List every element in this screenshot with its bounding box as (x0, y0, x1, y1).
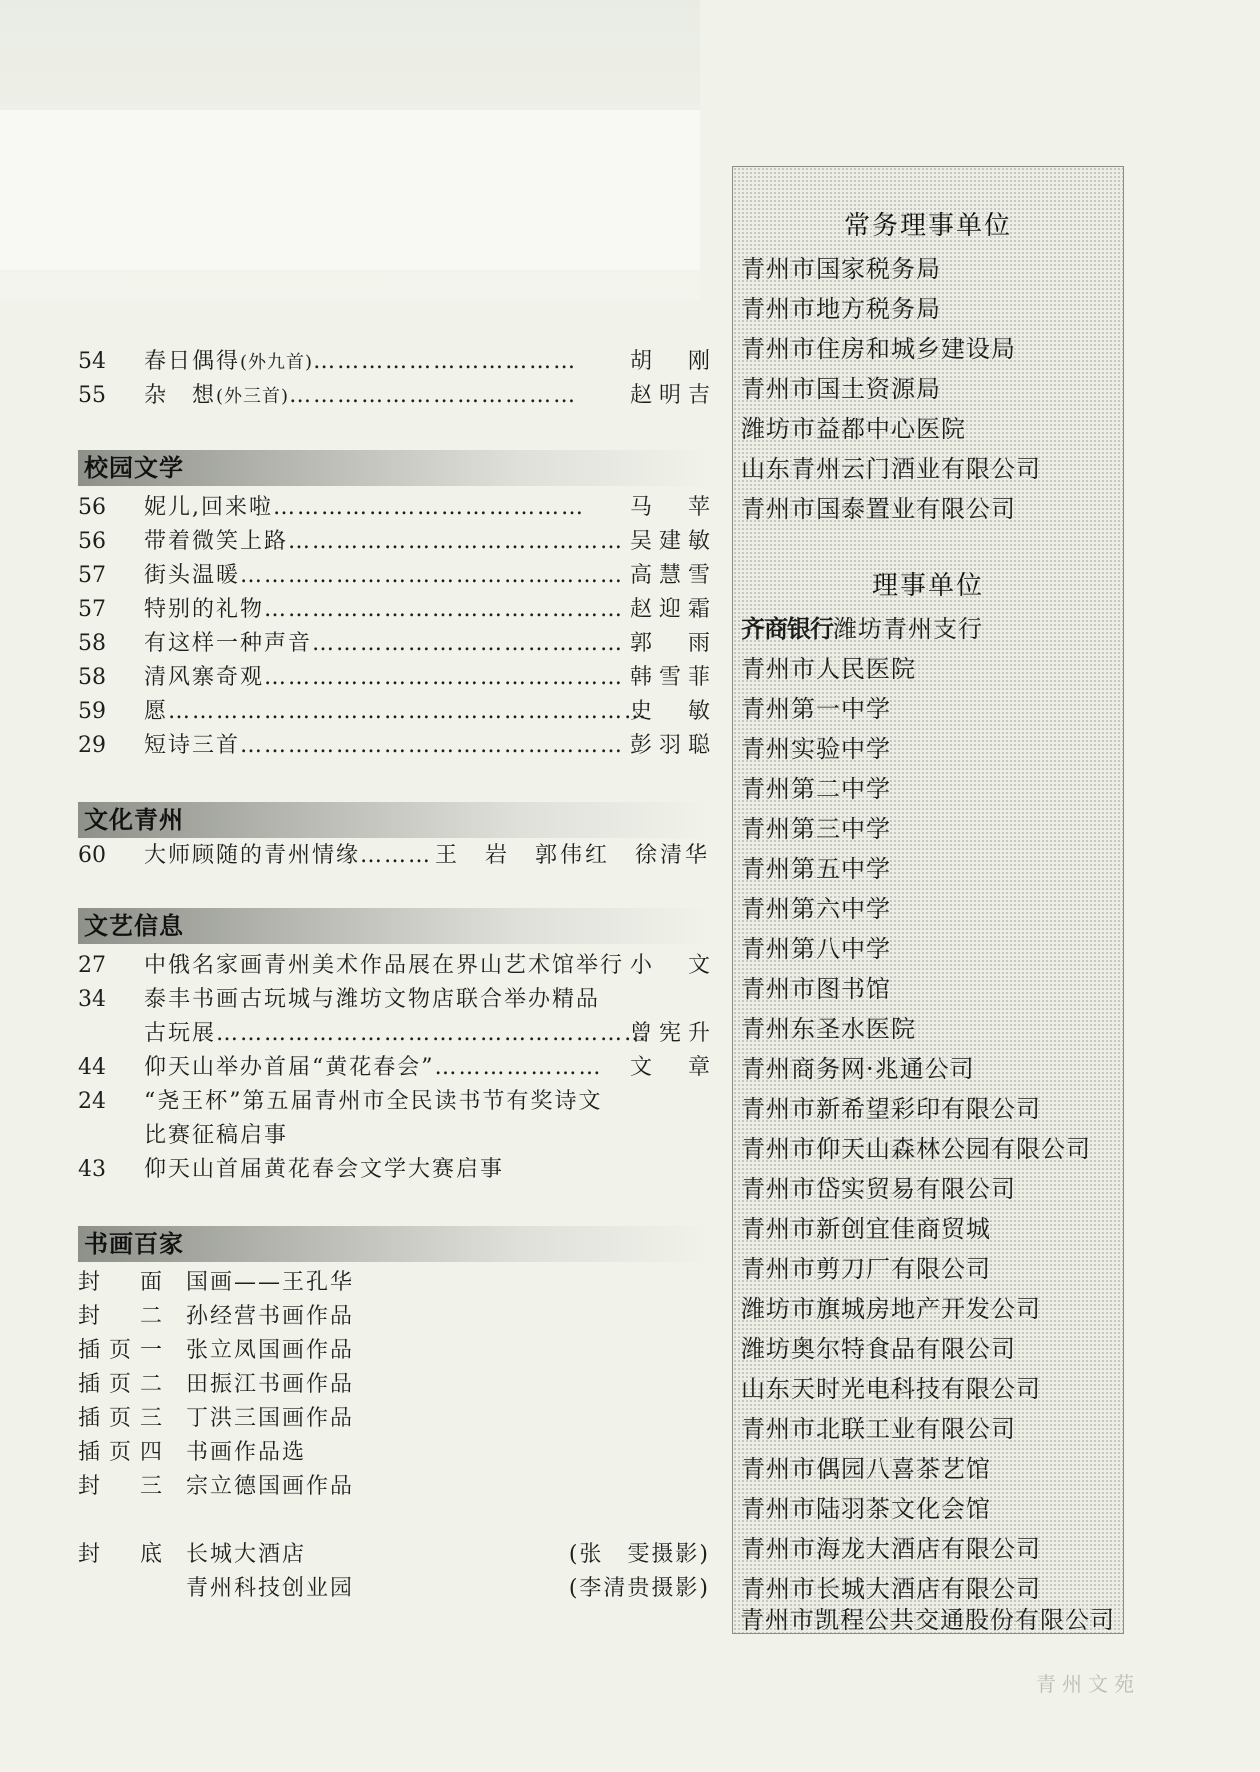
sponsor-unit: 青州市新创宜佳商贸城 (741, 1215, 991, 1243)
section-title: 文艺信息 (84, 912, 184, 940)
page-number: 56 (78, 529, 106, 554)
entry-title: 特别的礼物……………………………………… (144, 597, 625, 622)
photo-credit: (张 雯摄影) (568, 1542, 710, 1567)
page-number: 29 (78, 733, 106, 758)
cover-desc: 青州科技创业园 (186, 1576, 355, 1601)
entry-title: 有这样一种声音………………………………… (144, 631, 625, 656)
sponsor-unit: 青州实验中学 (741, 735, 891, 763)
sponsor-unit: 青州第六中学 (741, 895, 891, 923)
entry-author: 赵迎霜 (630, 597, 710, 622)
entry-author: 文 章 (630, 1055, 710, 1080)
sponsor-unit: 青州市偶园八喜茶艺馆 (741, 1455, 991, 1483)
sponsor-unit: 山东天时光电科技有限公司 (741, 1375, 1041, 1403)
toc-entry (78, 492, 710, 524)
entry-title: 带着微笑上路…………………………………… (144, 529, 625, 554)
bank-brand-logo: 齐商银行 (741, 615, 833, 643)
sponsor-unit: 山东青州云门酒业有限公司 (741, 455, 1041, 483)
cover-desc: 丁洪三国画作品 (186, 1406, 355, 1431)
section-header-campus-literature (78, 450, 710, 486)
sponsor-unit: 青州市新希望彩印有限公司 (741, 1095, 1041, 1123)
sponsor-unit: 青州市凯程公共交通股份有限公司 (740, 1606, 1115, 1634)
sponsor-unit: 青州市剪刀厂有限公司 (741, 1255, 991, 1283)
cover-label: 封 二 (78, 1304, 162, 1329)
standing-units-heading: 常务理事单位 (843, 211, 1012, 241)
page-number: 43 (78, 1157, 106, 1182)
entry-title: 清风寨奇观……………………………………… (144, 665, 625, 690)
entry-author: 小 文 (630, 953, 710, 978)
sponsor-unit: 青州第八中学 (741, 935, 891, 963)
section-title: 文化青州 (84, 806, 184, 834)
sponsor-unit: 青州市北联工业有限公司 (741, 1415, 1016, 1443)
entry-author: 吴建敏 (630, 529, 710, 554)
section-header-painting-calligraphy (78, 1226, 710, 1262)
page-number: 27 (78, 953, 106, 978)
toc-entry-continued (78, 1018, 710, 1050)
scan-shading-light (0, 110, 700, 270)
page-number: 59 (78, 699, 106, 724)
page-number: 55 (78, 383, 106, 408)
section-title: 校园文学 (84, 454, 184, 482)
toc-entry (78, 594, 710, 626)
sponsor-unit: 青州市长城大酒店有限公司 (741, 1575, 1041, 1603)
sponsor-unit: 青州市国家税务局 (741, 255, 941, 283)
entry-title: 春日偶得(外九首)…………………………… (144, 349, 578, 374)
sponsor-unit: 青州第一中学 (741, 695, 891, 723)
page-number: 24 (78, 1089, 106, 1114)
entry-author: 王 岩 郭伟红 徐清华 (434, 843, 710, 868)
toc-entry (78, 730, 710, 762)
sponsor-unit: 青州东圣水医院 (741, 1015, 916, 1043)
entry-title: 妮儿,回来啦………………………………… (144, 495, 585, 520)
entry-author: 郭 雨 (630, 631, 710, 656)
toc-entry (78, 984, 710, 1016)
page-number: 34 (78, 987, 106, 1012)
sponsor-unit: 青州市国泰置业有限公司 (741, 495, 1016, 523)
toc-entry (78, 1052, 710, 1084)
photo-credit: (李清贵摄影) (568, 1576, 710, 1601)
section-title: 书画百家 (84, 1230, 184, 1258)
entry-author: 史 敏 (630, 699, 710, 724)
toc-entry (78, 526, 710, 558)
page-number: 60 (78, 843, 106, 868)
entry-title: 街头温暖………………………………………… (144, 563, 625, 588)
cover-label: 插页三 (78, 1406, 162, 1431)
cover-label: 封 面 (78, 1270, 162, 1295)
entry-title: 泰丰书画古玩城与潍坊文物店联合举办精品 (144, 987, 601, 1012)
sponsor-unit: 潍坊市旗城房地产开发公司 (741, 1295, 1041, 1323)
cover-desc: 宗立德国画作品 (186, 1474, 355, 1499)
entry-title: 短诗三首………………………………………… (144, 733, 625, 758)
toc-entry (78, 662, 710, 694)
sponsor-unit: 青州市海龙大酒店有限公司 (741, 1535, 1041, 1563)
toc-entry (78, 346, 710, 378)
cover-label: 封 底 (78, 1542, 162, 1567)
toc-entry (78, 1086, 710, 1118)
cover-desc: 张立凤国画作品 (186, 1338, 355, 1363)
cover-label: 插页二 (78, 1372, 162, 1397)
page-number: 58 (78, 631, 106, 656)
entry-title-line2: 古玩展……………………………………………… (144, 1021, 649, 1046)
cover-desc: 国画——王孔华 (186, 1270, 355, 1295)
cover-label: 插页四 (78, 1440, 162, 1465)
page-number: 44 (78, 1055, 106, 1080)
entry-title: 杂 想(外三首)……………………………… (144, 383, 578, 408)
sponsor-unit: 青州市国土资源局 (741, 375, 941, 403)
toc-entry-continued (78, 1120, 710, 1152)
page-number: 57 (78, 563, 106, 588)
cover-desc: 书画作品选 (186, 1440, 307, 1465)
entry-title: 愿…………………………………………………… (144, 699, 649, 724)
entry-title: 仰天山举办首届“黄花春会”………………… (144, 1055, 603, 1080)
toc-entry (78, 560, 710, 592)
cover-label: 插页一 (78, 1338, 162, 1363)
cover-label: 封 三 (78, 1474, 162, 1499)
sponsor-unit: 青州市岱实贸易有限公司 (741, 1175, 1016, 1203)
entry-author: 赵明吉 (630, 383, 710, 408)
cover-desc: 孙经营书画作品 (186, 1304, 355, 1329)
page-number: 56 (78, 495, 106, 520)
entry-author: 韩雪菲 (630, 665, 710, 690)
sponsor-unit: 青州市陆羽茶文化会馆 (741, 1495, 991, 1523)
toc-entry (78, 1154, 710, 1186)
toc-entry (78, 840, 710, 872)
toc-entry (78, 628, 710, 660)
entry-title: 中俄名家画青州美术作品展在界山艺术馆举行 (144, 953, 625, 978)
section-header-arts-news (78, 908, 710, 944)
section-header-qingzhou-culture (78, 802, 710, 838)
magazine-watermark: 青州文苑 (1036, 1672, 1140, 1696)
entry-author: 曾宪升 (630, 1021, 710, 1046)
sponsor-box (732, 166, 1124, 1634)
entry-title: 大师顾随的青州情缘……… (144, 843, 433, 868)
sponsor-unit: 青州市人民医院 (741, 655, 916, 683)
bank-branch: 潍坊青州支行 (833, 615, 983, 643)
toc-entry (78, 380, 710, 412)
entry-note: (外九首) (240, 352, 314, 373)
toc-entry (78, 696, 710, 728)
entry-note: (外三首) (216, 386, 290, 407)
entry-author: 彭羽聪 (630, 733, 710, 758)
entry-author: 胡 刚 (630, 349, 710, 374)
entry-title: “尧王杯”第五届青州市全民读书节有奖诗文 (144, 1089, 603, 1114)
sponsor-unit: 青州市仰天山森林公园有限公司 (741, 1135, 1091, 1163)
sponsor-unit: 青州第二中学 (741, 775, 891, 803)
entry-author: 高慧雪 (630, 563, 710, 588)
sponsor-unit: 青州第五中学 (741, 855, 891, 883)
sponsor-unit: 潍坊奥尔特食品有限公司 (741, 1335, 1016, 1363)
cover-desc: 田振江书画作品 (186, 1372, 355, 1397)
sponsor-unit-bank (741, 609, 983, 644)
sponsor-unit: 青州商务网·兆通公司 (741, 1055, 975, 1083)
page-number: 58 (78, 665, 106, 690)
council-units-heading: 理事单位 (871, 571, 984, 601)
sponsor-unit: 青州第三中学 (741, 815, 891, 843)
sponsor-unit: 潍坊市益都中心医院 (741, 415, 966, 443)
sponsor-unit: 青州市图书馆 (741, 975, 891, 1003)
entry-author: 马 苹 (630, 495, 710, 520)
page-number: 54 (78, 349, 106, 374)
entry-title-line2: 比赛征稿启事 (144, 1123, 289, 1148)
cover-desc: 长城大酒店 (186, 1542, 307, 1567)
page-number: 57 (78, 597, 106, 622)
entry-title: 仰天山首届黄花春会文学大赛启事 (144, 1157, 505, 1182)
sponsor-unit: 青州市地方税务局 (741, 295, 941, 323)
toc-entry (78, 950, 710, 982)
sponsor-unit: 青州市住房和城乡建设局 (741, 335, 1016, 363)
